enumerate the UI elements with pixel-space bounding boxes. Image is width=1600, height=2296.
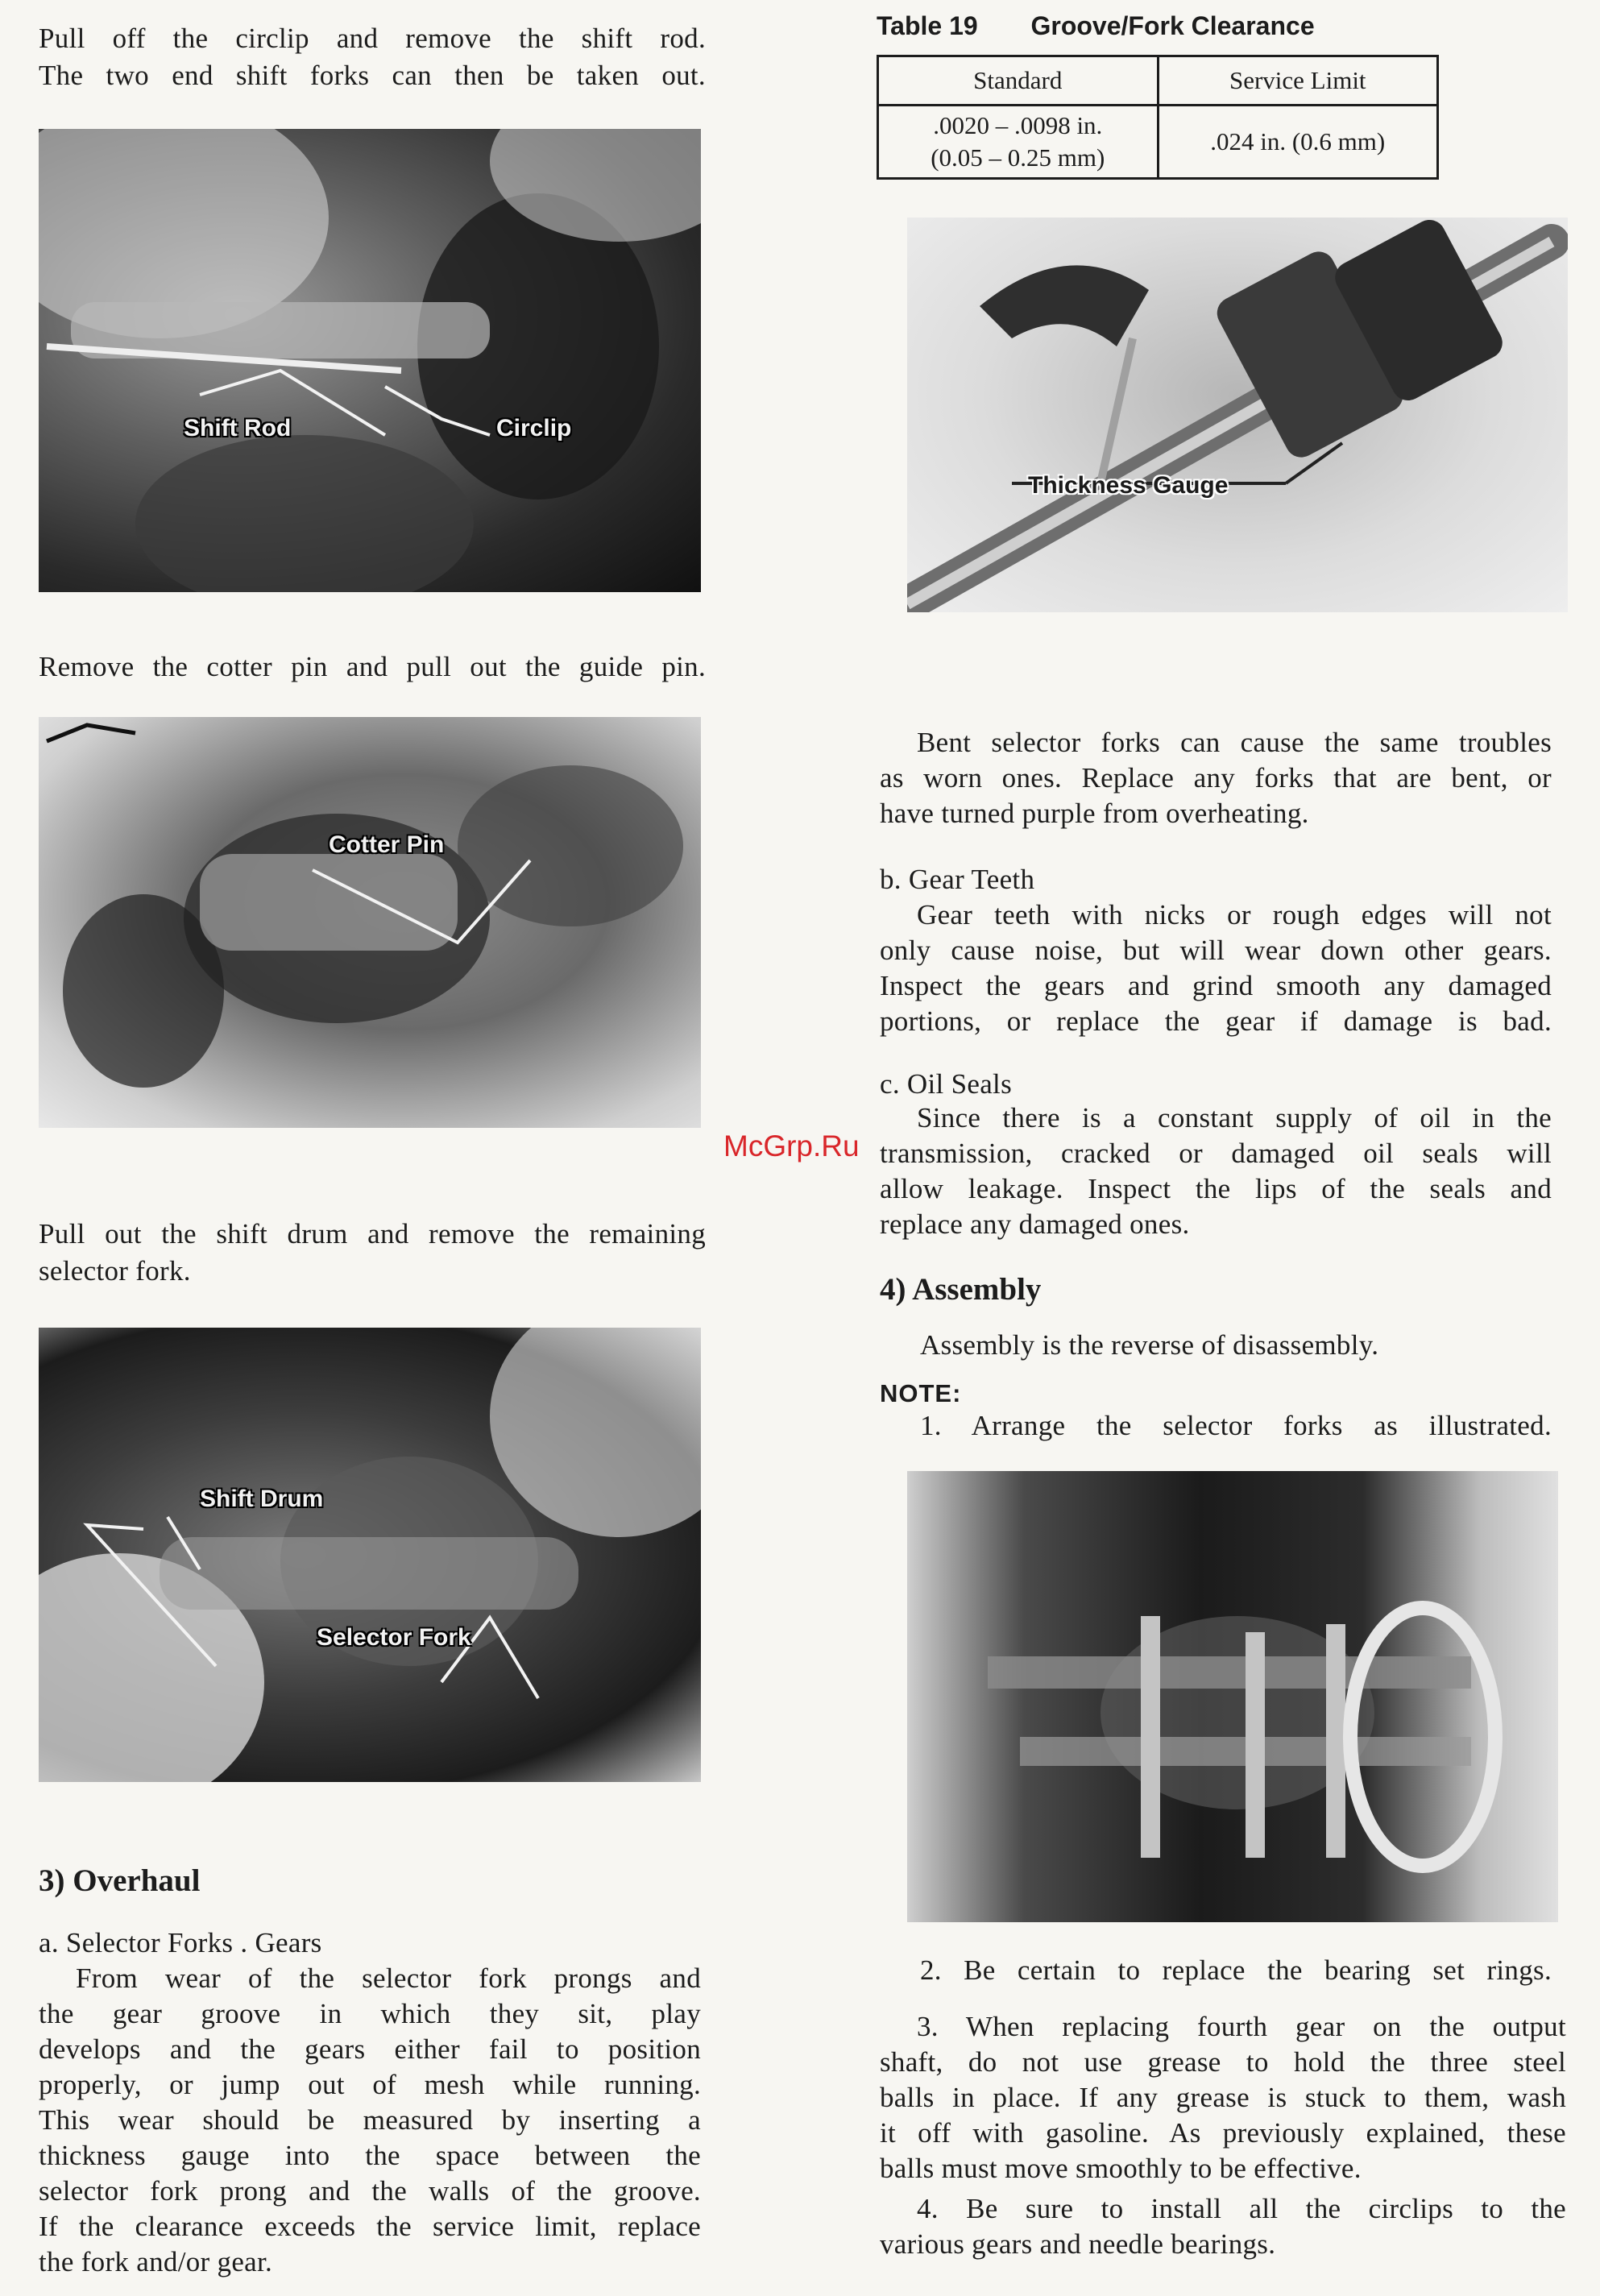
photo-shift-drum: [39, 1328, 701, 1782]
para-line: the fork and/or gear.: [39, 2246, 273, 2277]
label-shift-rod: Shift Rod: [184, 415, 292, 441]
para-line: portions, or replace the gear if damage is bad.: [880, 1005, 1552, 1037]
para-line: balls must move smoothly to be effective.: [880, 2153, 1362, 2184]
caption-shift-drum-1: Pull out the shift drum and remove the remaining: [39, 1218, 706, 1250]
para-line: Since there is a constant supply of oil in the: [917, 1102, 1552, 1133]
label-thickness-gauge: Thickness Gauge: [1028, 472, 1229, 499]
paragraph-oil-seals: [880, 1100, 1552, 1242]
photo-fork-arrangement: [907, 1471, 1558, 1922]
para-line: balls in place. If any grease is stuck to them, wash: [880, 2082, 1566, 2113]
para-line: Inspect the gears and grind smooth any damaged: [880, 970, 1552, 1001]
para-line: replace any damaged ones.: [880, 1208, 1190, 1240]
para-line: From wear of the selector fork prongs and: [76, 1962, 701, 1994]
table-cell-limit: .024 in. (0.6 mm): [1158, 106, 1438, 179]
paragraph-selector-forks: [39, 1961, 701, 2280]
subheading-gear-teeth: b. Gear Teeth: [880, 864, 1035, 895]
para-line: If the clearance exceeds the service limit, replace: [39, 2211, 701, 2242]
caption-cotter-pin: Remove the cotter pin and pull out the guide pin.: [39, 651, 706, 682]
heading-assembly: 4) Assembly: [880, 1272, 1042, 1307]
paragraph-bent-forks: [880, 725, 1552, 831]
watermark: McGrp.Ru: [723, 1129, 860, 1163]
para-line: only cause noise, but will wear down other gears.: [880, 935, 1552, 966]
table-title-text: Groove/Fork Clearance: [1030, 11, 1315, 40]
table-cell-standard: [878, 106, 1159, 179]
para-line: the gear groove in which they sit, play: [39, 1998, 701, 2029]
label-circlip: Circlip: [496, 415, 572, 441]
subheading-oil-seals: c. Oil Seals: [880, 1068, 1012, 1100]
table-header-service-limit: Service Limit: [1158, 56, 1438, 106]
photo-shift-rod: [39, 129, 701, 592]
photo-thickness-gauge: [907, 218, 1568, 612]
para-line: develops and the gears either fail to position: [39, 2033, 701, 2065]
table-title: [877, 11, 1315, 41]
label-cotter-pin: Cotter Pin: [329, 831, 445, 858]
assembly-text: Assembly is the reverse of disassembly.: [920, 1329, 1379, 1361]
subheading-selector-forks: a. Selector Forks . Gears: [39, 1927, 322, 1958]
label-selector-fork: Selector Fork: [317, 1624, 471, 1651]
para-line: as worn ones. Replace any forks that are bent, or: [880, 762, 1552, 794]
para-line: thickness gauge into the space between the: [39, 2140, 701, 2171]
table-header-standard: Standard: [878, 56, 1159, 106]
para-line: selector fork prong and the walls of the groove.: [39, 2175, 701, 2207]
para-line: allow leakage. Inspect the lips of the seals and: [880, 1173, 1552, 1204]
para-line: shaft, do not use grease to hold the three steel: [880, 2046, 1566, 2078]
para-line: it off with gasoline. As previously explained, these: [880, 2117, 1566, 2149]
para-line: This wear should be measured by inserting a: [39, 2104, 701, 2136]
note-1: 1. Arrange the selector forks as illustrated.: [920, 1410, 1552, 1441]
paragraph-gear-teeth: [880, 897, 1552, 1039]
note-2: 2. Be certain to replace the bearing set rings.: [920, 1954, 1552, 1986]
label-shift-drum: Shift Drum: [200, 1486, 324, 1512]
para-line: Bent selector forks can cause the same troubles: [917, 727, 1552, 758]
heading-overhaul: 3) Overhaul: [39, 1863, 201, 1898]
para-line: transmission, cracked or damaged oil seals will: [880, 1138, 1552, 1169]
standard-mm: (0.05 – 0.25 mm): [931, 143, 1105, 172]
standard-in: .0020 – .0098 in.: [933, 111, 1103, 139]
para-line: properly, or jump out of mesh while running.: [39, 2069, 701, 2100]
note-4: [880, 2191, 1566, 2262]
note-label: NOTE:: [880, 1379, 962, 1407]
para-line: Gear teeth with nicks or rough edges will not: [917, 899, 1552, 930]
caption-shift-drum-2: selector fork.: [39, 1255, 191, 1287]
table-number: Table 19: [877, 11, 978, 40]
intro-line-2: The two end shift forks can then be taken out.: [39, 60, 706, 91]
para-line: 4. Be sure to install all the circlips to the: [917, 2193, 1566, 2224]
para-line: have turned purple from overheating.: [880, 798, 1309, 829]
note-3: [880, 2009, 1566, 2186]
para-line: 3. When replacing fourth gear on the output: [917, 2011, 1566, 2042]
intro-line-1: Pull off the circlip and remove the shift rod.: [39, 23, 706, 54]
clearance-table: [877, 55, 1439, 180]
photo-cotter-pin: [39, 717, 701, 1128]
para-line: various gears and needle bearings.: [880, 2228, 1276, 2260]
